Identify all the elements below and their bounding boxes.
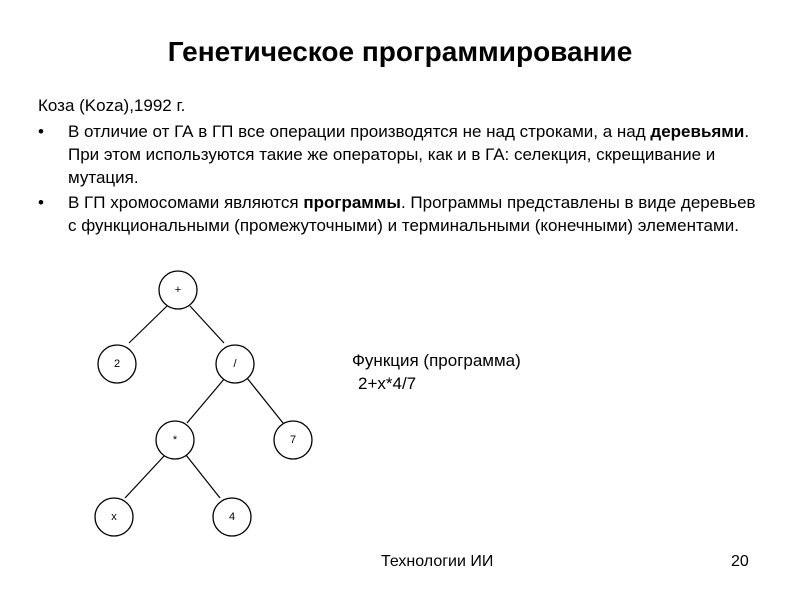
- tree-node-label: /: [233, 358, 237, 370]
- tree-edge: [129, 306, 167, 343]
- tree-node-root: [159, 271, 197, 309]
- bullet-text-end: . При этом используются такие же операторы, как и в ГА: селекция, скрещивание и мутация.: [68, 122, 750, 187]
- tree-node-label: 7: [289, 434, 297, 446]
- page-number: 20: [731, 553, 749, 570]
- tree-edge: [247, 378, 283, 423]
- bullet-emphasis: программы: [303, 193, 401, 212]
- function-caption: [352, 349, 521, 395]
- tree-edges: [125, 306, 283, 498]
- footer-text: Технологии ИИ: [381, 553, 494, 570]
- tree-edge: [187, 378, 225, 423]
- tree-node-mul-left: [95, 498, 133, 536]
- slide-title: Генетическое программирование: [167, 36, 633, 67]
- caption-title: Функция (программа): [352, 351, 521, 370]
- bullet-text-start: В отличие от ГА в ГП все операции производятся не над строками, а над: [68, 122, 651, 141]
- intro-line: Коза (Koza),1992 г.: [38, 96, 186, 115]
- bullet-text-end: . Программы представлены в виде деревьев с функциональными (промежуточными) и терминальными (конечными) элементами.: [68, 193, 756, 235]
- tree-node-div-right: [274, 421, 312, 459]
- tree-node-label: 2: [113, 358, 121, 370]
- tree-node-div-left: [156, 421, 194, 459]
- tree-node-label: 4: [228, 511, 236, 523]
- bullet-icon: •: [38, 122, 44, 141]
- tree-edge: [125, 455, 165, 498]
- caption-formula: 2+x*4/7: [358, 374, 417, 393]
- tree-edge: [186, 455, 220, 498]
- tree-edge: [190, 306, 224, 343]
- bullet-emphasis: деревьями: [650, 122, 745, 141]
- tree-node-root-right: [216, 345, 254, 383]
- tree-node-label: *: [172, 434, 178, 446]
- bullet-text-start: В ГП хромосомами являются: [68, 193, 304, 212]
- bullet-icon: •: [38, 193, 44, 212]
- tree-node-label: +: [174, 284, 182, 296]
- tree-node-label: x: [111, 511, 117, 523]
- tree-node-root-left: [98, 345, 136, 383]
- tree-node-mul-right: [213, 498, 251, 536]
